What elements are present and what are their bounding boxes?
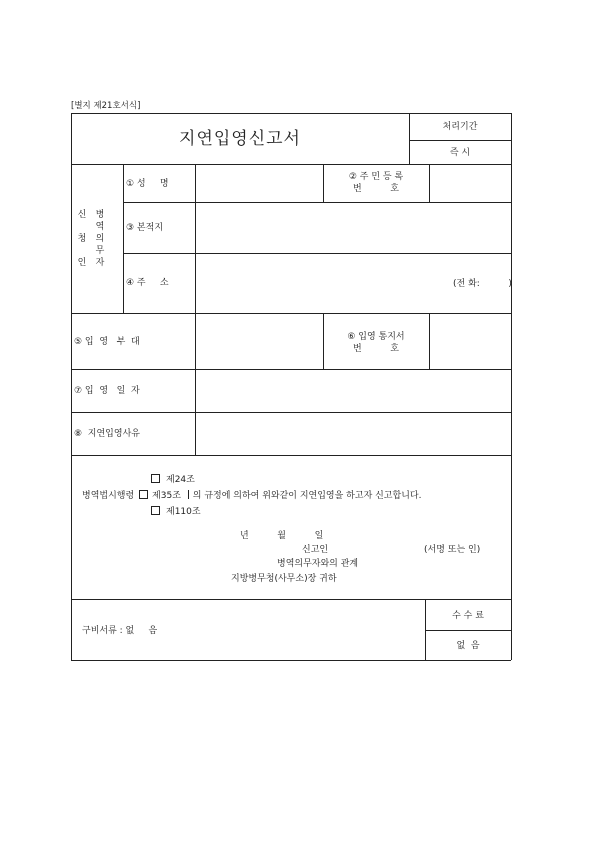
required-documents: 구비서류 : 없 음 — [82, 626, 158, 636]
processing-label: 처리기간 — [442, 122, 478, 132]
rrn-field[interactable] — [430, 165, 510, 201]
fee-value: 없 음 — [456, 641, 480, 651]
name-label: ① 성 명 — [126, 179, 169, 189]
checkbox-icon[interactable] — [151, 474, 160, 483]
checkbox-icon[interactable] — [151, 506, 160, 515]
article-35-option[interactable]: 제35조 — [139, 491, 184, 501]
fee-label: 수 수 료 — [452, 611, 484, 621]
signature-label: (서명 또는 인) — [424, 545, 481, 555]
article-24-option[interactable]: 제24조 — [151, 474, 195, 486]
domicile-field[interactable] — [196, 203, 510, 252]
notice-label: ⑥ 입영 통지서 번 호 — [347, 332, 405, 354]
declarer-label: 신고인 — [302, 545, 329, 555]
date-field[interactable] — [196, 370, 510, 411]
relation-label: 병역의무자와의 관계 — [277, 559, 359, 569]
reason-label: ⑧ 지연입영사유 — [74, 429, 140, 439]
form-id: [별지 제21호서식] — [71, 101, 141, 111]
address-label: ④ 주 소 — [126, 278, 169, 288]
unit-label: ⑤ 입 영 부 대 — [74, 337, 140, 347]
checkbox-icon[interactable] — [139, 490, 148, 499]
form-title: 지연입영신고서 — [179, 129, 301, 149]
date-line: 년 월 일 — [240, 531, 324, 541]
addressee: 지방병무청(사무소)장 귀하 — [231, 574, 337, 584]
article-110-option[interactable]: 제110조 — [151, 506, 201, 518]
domicile-label: ③ 본적지 — [126, 223, 164, 233]
processing-value: 즉 시 — [449, 148, 471, 158]
notice-number-field[interactable] — [430, 314, 510, 368]
unit-field[interactable] — [196, 314, 322, 368]
phone-label: (전 화: ) — [453, 279, 512, 289]
applicant-group-label-col2: 병 역 의 무 자 — [95, 210, 105, 268]
name-field[interactable] — [196, 165, 322, 201]
bracket-divider — [188, 490, 189, 499]
rrn-label: ② 주 민 등 록 번 호 — [348, 172, 404, 194]
declaration-sentence: 병역법시행령 제35조 의 규정에 의하여 위와같이 지연입영을 하고자 신고합니다. — [82, 491, 422, 501]
applicant-group-label-col1: 신 청 인 — [77, 210, 87, 268]
date-label: ⑦ 입 영 일 자 — [74, 386, 140, 396]
reason-field[interactable] — [196, 413, 510, 454]
